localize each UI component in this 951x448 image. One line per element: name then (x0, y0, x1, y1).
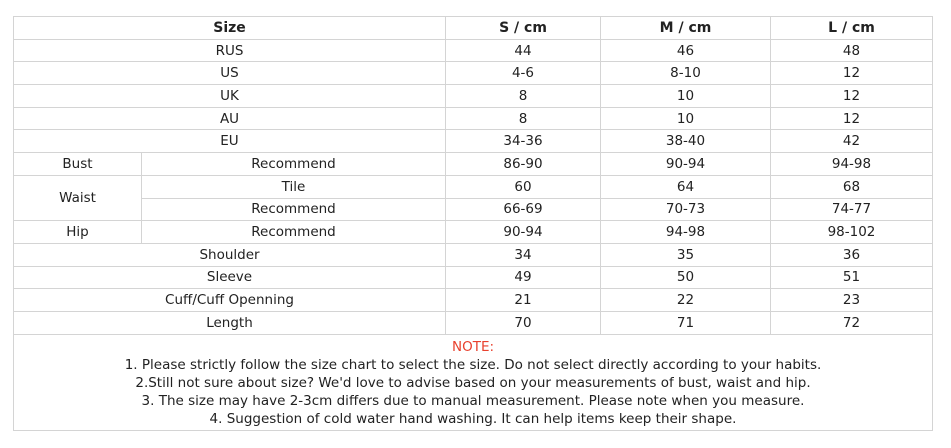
cell-m: 70-73 (601, 198, 771, 221)
group-label-hip: Hip (14, 221, 142, 244)
note-line-1: 1. Please strictly follow the size chart to select the size. Do not select directly according to your habits. (124, 356, 822, 373)
cell-l: 74-77 (771, 198, 933, 221)
cell-s: 34 (446, 243, 601, 266)
table-row (14, 243, 933, 266)
cell-m: 46 (601, 39, 771, 62)
header-size: Size (14, 17, 446, 40)
group-label-bust: Bust (14, 153, 142, 176)
row-label: Tile (142, 175, 446, 198)
row-label: Cuff/Cuff Openning (14, 289, 446, 312)
cell-m: 10 (601, 107, 771, 130)
cell-l: 42 (771, 130, 933, 153)
row-label: Recommend (142, 198, 446, 221)
cell-l: 12 (771, 107, 933, 130)
cell-s: 8 (446, 85, 601, 108)
row-label: Length (14, 311, 446, 334)
cell-l: 23 (771, 289, 933, 312)
table-row (14, 62, 933, 85)
row-label: Recommend (142, 153, 446, 176)
table-row (14, 130, 933, 153)
header-s: S / cm (446, 17, 601, 40)
cell-m: 35 (601, 243, 771, 266)
row-label: Recommend (142, 221, 446, 244)
table-row (14, 107, 933, 130)
cell-m: 10 (601, 85, 771, 108)
row-label: Shoulder (14, 243, 446, 266)
cell-s: 60 (446, 175, 601, 198)
cell-l: 94-98 (771, 153, 933, 176)
table-row (14, 175, 933, 198)
note-title: NOTE: (451, 338, 495, 355)
table-row (14, 153, 933, 176)
cell-m: 90-94 (601, 153, 771, 176)
cell-m: 50 (601, 266, 771, 289)
table-row (14, 289, 933, 312)
cell-l: 36 (771, 243, 933, 266)
cell-m: 71 (601, 311, 771, 334)
cell-s: 4-6 (446, 62, 601, 85)
table-row (14, 198, 933, 221)
row-label: US (14, 62, 446, 85)
table-row (14, 266, 933, 289)
cell-m: 8-10 (601, 62, 771, 85)
notes-row (14, 334, 933, 430)
group-label-waist: Waist (14, 175, 142, 220)
cell-s: 34-36 (446, 130, 601, 153)
notes-cell (14, 334, 933, 430)
size-chart-table (13, 16, 933, 431)
cell-m: 94-98 (601, 221, 771, 244)
table-row (14, 311, 933, 334)
cell-s: 86-90 (446, 153, 601, 176)
cell-l: 48 (771, 39, 933, 62)
note-line-4: 4. Suggestion of cold water hand washing. It can help items keep their shape. (209, 410, 737, 427)
cell-s: 21 (446, 289, 601, 312)
cell-l: 68 (771, 175, 933, 198)
cell-s: 8 (446, 107, 601, 130)
cell-l: 12 (771, 62, 933, 85)
cell-s: 90-94 (446, 221, 601, 244)
row-label: AU (14, 107, 446, 130)
table-header-row (14, 17, 933, 40)
table-row (14, 85, 933, 108)
cell-m: 38-40 (601, 130, 771, 153)
cell-s: 44 (446, 39, 601, 62)
note-line-2: 2.Still not sure about size? We'd love to advise based on your measurements of bust, waist and hip. (135, 374, 811, 391)
cell-s: 70 (446, 311, 601, 334)
note-line-3: 3. The size may have 2-3cm differs due to manual measurement. Please note when you measure. (141, 392, 805, 409)
row-label: UK (14, 85, 446, 108)
cell-l: 12 (771, 85, 933, 108)
table-row (14, 221, 933, 244)
cell-s: 66-69 (446, 198, 601, 221)
header-m: M / cm (601, 17, 771, 40)
cell-l: 98-102 (771, 221, 933, 244)
cell-s: 49 (446, 266, 601, 289)
cell-m: 64 (601, 175, 771, 198)
table-row (14, 39, 933, 62)
cell-l: 51 (771, 266, 933, 289)
row-label: Sleeve (14, 266, 446, 289)
row-label: EU (14, 130, 446, 153)
row-label: RUS (14, 39, 446, 62)
header-l: L / cm (771, 17, 933, 40)
cell-m: 22 (601, 289, 771, 312)
cell-l: 72 (771, 311, 933, 334)
